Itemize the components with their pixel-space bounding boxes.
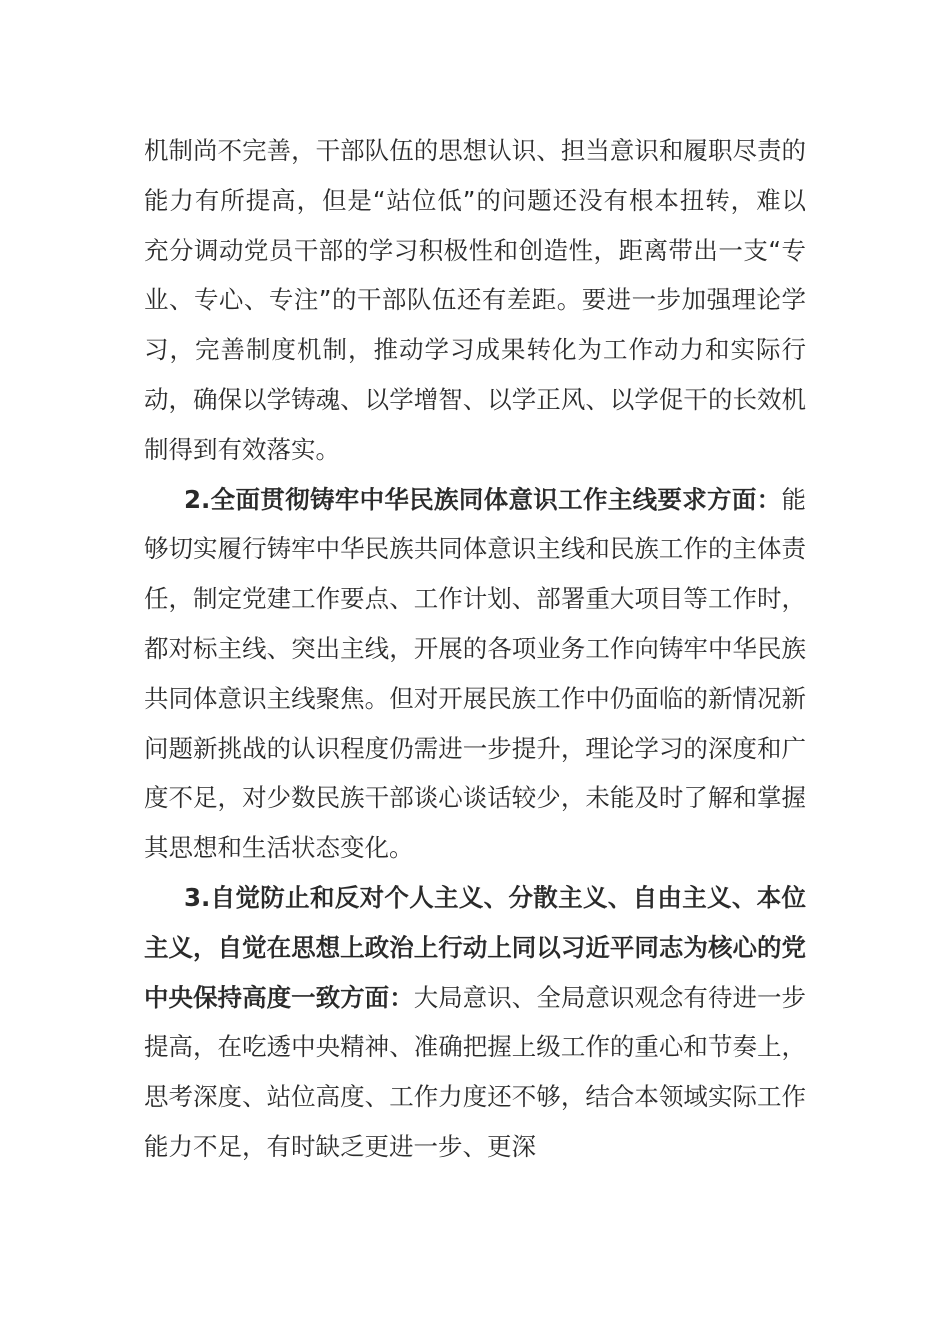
paragraph-1-text: 机制尚不完善，干部队伍的思想认识、担当意识和履职尽责的能力有所提高，但是“站位低”的问题还没有根本扭转，难以充分调动党员干部的学习积极性和创造性，距离带出一支“专业、专心、专注”的干部队伍还有差距。要进一步加强理论学习，完善制度机制，推动学习成果转化为工作动力和实际行动，确保以学铸魂、以学增智、以学正风、以学促干的长效机制得到有效落实。 [144, 136, 806, 464]
paragraph-2 [144, 475, 806, 873]
paragraph-1 [144, 126, 806, 475]
paragraph-3-heading: 3.自觉防止和反对个人主义、分散主义、自由主义、本位主义，自觉在思想上政治上行动上同以习近平同志为核心的党中央保持高度一致方面： [144, 882, 806, 1012]
paragraph-2-body: 能够切实履行铸牢中华民族共同体意识主线和民族工作的主体责任，制定党建工作要点、工作计划、部署重大项目等工作时，都对标主线、突出主线，开展的各项业务工作向铸牢中华民族共同体意识主线聚焦。但对开展民族工作中仍面临的新情况新问题新挑战的认识程度仍需进一步提升，理论学习的深度和广度不足，对少数民族干部谈心谈话较少，未能及时了解和掌握其思想和生活状态变化。 [144, 484, 806, 863]
paragraph-3-body: 大局意识、全局意识观念有待进一步提高，在吃透中央精神、准确把握上级工作的重心和节奏上，思考深度、站位高度、工作力度还不够，结合本领域实际工作能力不足，有时缺乏更进一步、更深 [144, 982, 807, 1161]
paragraph-2-heading: 2.全面贯彻铸牢中华民族同体意识工作主线要求方面： [184, 484, 782, 514]
document-body [144, 126, 806, 1172]
paragraph-3 [144, 873, 806, 1172]
